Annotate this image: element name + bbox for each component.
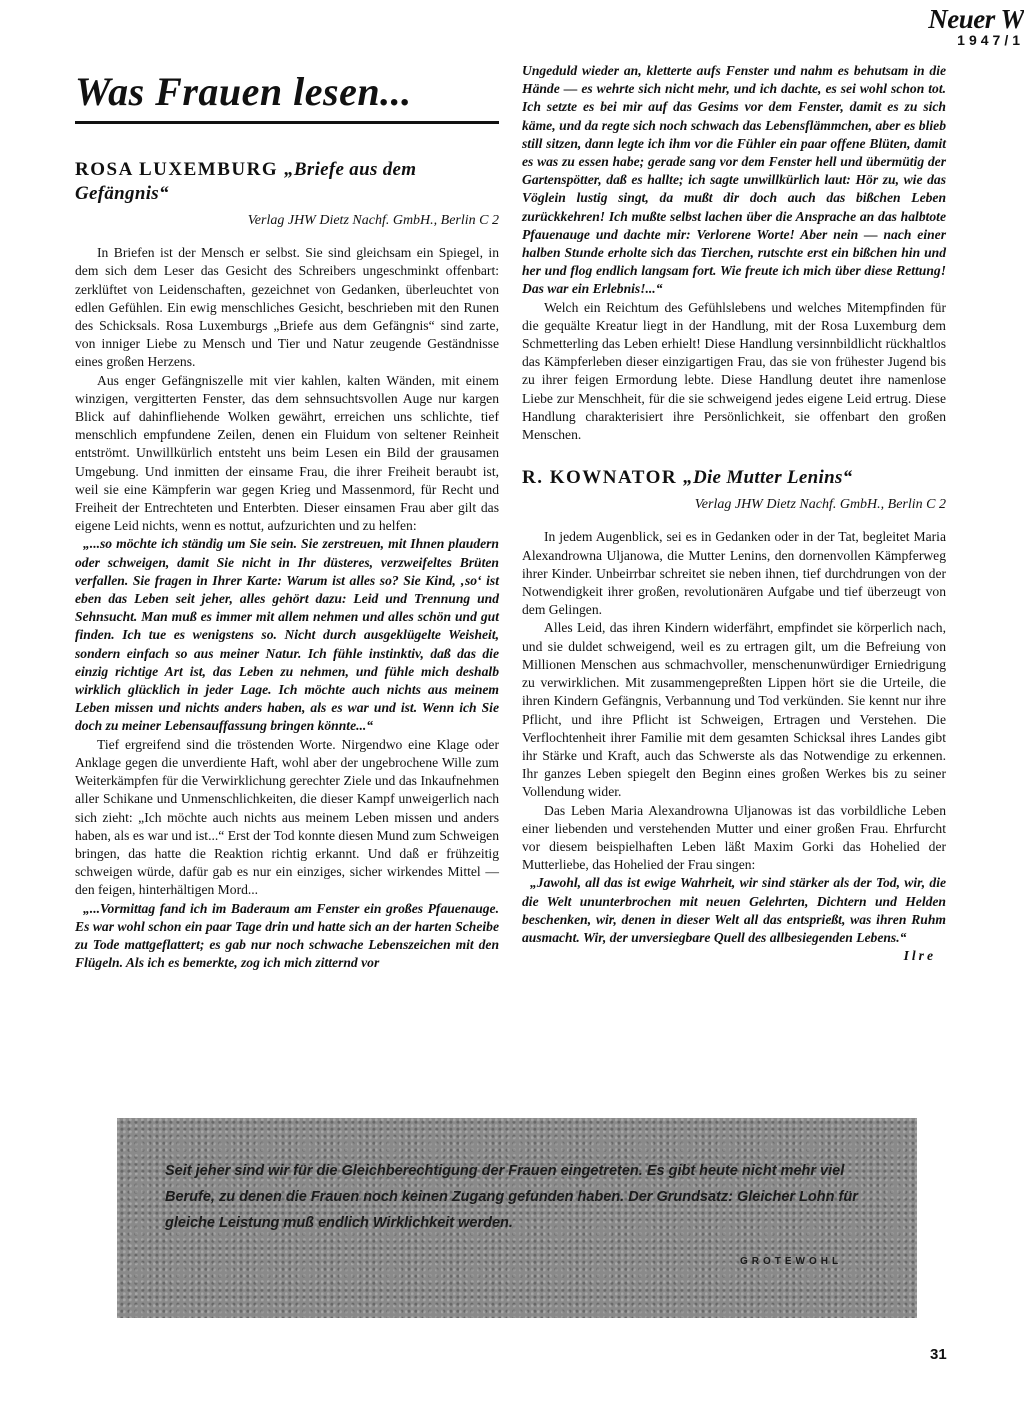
masthead-issue: 1947/1 bbox=[957, 32, 1024, 48]
article1-paragraph: Tief ergreifend sind die tröstenden Worte. Nirgendwo eine Klage oder Anklage gegen die unverdiente Haft, wohl aber der ungebrochene Wille zum Weiterkämpfen für die Verwirklichung gerechter Ziele und das Inkaufnehmen aller Schikane und Unmenschlichkeiten, die dieser Kampf unweigerlich nach sich zieht: „Ich möchte auch nichts aus meinem Leben missen und anders haben, als es war und ist...“ Erst der Tod konnte diesen Mund zum Schweigen bringen, das hatte die Reaktion richtig erkannt. Und daß er frühzeitig schweigen würde, dafür gab es nur ein einziges, sicher wirkendes Mittel — den feigen, hinterhältigen Mord... bbox=[75, 736, 499, 898]
article1-paragraph: Aus enger Gefängniszelle mit vier kahlen, kalten Wänden, mit einem winzigen, vergitterten Fenster, das dem sehnsuchtsvollen Auge nur kargen Blick auf dahinfliehende Wolken gewährt, erreichen uns schlichte, tief menschlich empfundene Zeilen, denen ein Fluidum von seltener Reinheit entströmt. Unwillkürlich entsteht uns beim Lesen ein Bild der grausamen Umgebung. Und inmitten der einsame Frau, die ihrer Freiheit beraubt ist, weil sie eine Kämpferin war gegen Krieg und Massenmord, für Recht und Freiheit der Entrechteten und Enterbten. Dieser einsamen Frau aber gilt das eigene Leid nichts, wenn es nottut, aufzurichten und zu helfen: bbox=[75, 372, 499, 534]
callout-text: Seit jeher sind wir für die Gleichberechtigung der Frauen eingetreten. Es gibt heute nicht mehr viel Berufe, zu denen die Frauen noch keinen Zugang gefunden haben. Der Grundsatz: Gleicher Lohn für gleiche Leistung muß endlich Wirklichkeit werden. bbox=[165, 1163, 858, 1231]
article1-author: ROSA LUXEMBURG bbox=[75, 159, 279, 180]
article2-paragraph: In jedem Augenblick, sei es in Gedanken oder in der Tat, begleitet Maria Alexandrowna Uljanowa, die Mutter Lenins, den dornenvollen Kämpferweg ihrer Kinder. Unbeirrbar schreitet sie neben ihnen, tief durchdrungen von der Notwendigkeit ihrer großen, revolutionären Aufgabe und tief überzeugt von dem Gelingen. bbox=[522, 529, 946, 618]
right-column bbox=[522, 62, 946, 965]
article2-quote: „Jawohl, all das ist ewige Wahrheit, wir sind stärker als der Tod, wir, die die Welt ununterbrochen mit neuen Gelehrten, Dichtern und Helden beschenken, wir, denen in dieser Welt all das entsprießt, was ihren Ruhm ausmacht. Wir, der unversiegbare Quell des allbesiegenden Lebens.“ bbox=[522, 875, 946, 945]
article2-title: „Die Mutter Lenins“ bbox=[683, 467, 853, 489]
article1-quote: „...so möchte ich ständig um Sie sein. Sie zerstreuen, mit Ihnen plaudern oder schweigen, damit Sie nicht in Ihr düsteres, verzweifeltes Brüten verfallen. Sie fragen in Ihrer Karte: Warum ist alles so? Sie Kind, ‚so‘ ist eben das Leben seit jeher, alles gehört dazu: Leid und Trennung und Sehnsucht. Man muß es immer mit allem nehmen und alles schön und gut finden. Ich tue es wenigstens so. Nicht durch ausgeklügelte Weisheit, sondern einfach so aus meiner Natur. Ich fühle instinktiv, daß das die einzig richtige Art ist, das Leben zu nehmen, und fühle mich deshalb wirklich glücklich in jeder Lage. Ich möchte auch nichts aus meinem Leben missen und nichts anders haben, als es war und ist. Wenn ich Sie doch zu meiner Lebensauffassung bringen könnte...“ bbox=[75, 536, 499, 734]
article1-heading bbox=[75, 158, 499, 206]
page-number: 31 bbox=[930, 1346, 947, 1363]
article1-quote: „...Vormittag fand ich im Baderaum am Fenster ein großes Pfauenauge. Es war wohl schon ein paar Tage drin und hatte sich an der harten Scheibe zu Tode mattgeflattert; es gab nur noch schwache Lebenszeichen mit den Flügeln. Als ich es bemerkte, zog ich mich zitternd vor bbox=[75, 900, 499, 971]
section-title: Was Frauen lesen... bbox=[75, 69, 412, 114]
article1-title: „Briefe aus dem Gefängnis“ bbox=[75, 159, 417, 204]
article1-paragraph: Welch ein Reichtum des Gefühlslebens und welches Mitempfinden für die gequälte Kreatur liegt in der Handlung, mit der Rosa Luxemburg dem Schmetterling das Leben erhielt! Diese Handlung versinnbildlicht rückhaltlos das Kämpferleben dieser einzigartigen Frau, das sie von frühester Jugend bis zu ihrer feigen Ermordung lebte. Diese Handlung deutet ihre namenlose Liebe zur Menschheit, für die sie schweigend jedes eigene Leid ertrug. Diese Handlung charakterisiert ihre Persönlichkeit, sie offenbart den großen Menschen. bbox=[522, 299, 946, 443]
article1-paragraph: In Briefen ist der Mensch er selbst. Sie sind gleichsam ein Spiegel, in dem sich dem Leser das Gesicht des Schreibers ungeschminkt offenbart: zerklüftet von Leidenschaften, gezeichnet von Gedanken, überleuchtet von edlen Gefühlen. Ein ewig menschliches Gesicht, beschrieben mit den Runen des Schicksals. Rosa Luxemburgs „Briefe aus dem Gefängnis“ sind zarte, von inniger Liebe zu Mensch und Tier und Natur zeugende Geständnisse eines großen Herzens. bbox=[75, 245, 499, 370]
article1-publisher: Verlag JHW Dietz Nachf. GmbH., Berlin C 2 bbox=[247, 213, 499, 228]
title-rule bbox=[75, 121, 499, 124]
article2-signature: Ilre bbox=[903, 948, 936, 964]
article2-publisher: Verlag JHW Dietz Nachf. GmbH., Berlin C 2 bbox=[694, 497, 946, 513]
article2-heading bbox=[522, 466, 946, 490]
article1-quote-continued: Ungeduld wieder an, kletterte aufs Fenster und nahm es behutsam in die Hände — es wehrte sich nicht mehr, und ich dachte, es sei wohl schon tot. Ich setzte es bei mir auf das Gesims vor dem Fenster, damit es zu sich käme, und da regte sich noch schwach das Lebensflämmchen, aber es blieb still sitzen, dann legte ich ihm vor die Fühler ein paar offene Blüten, damit es was zu essen habe; gerade sang vor dem Fenster hell und übermütig der Gartenspötter, daß es hallte; ich sagte unwillkürlich laut: Hör zu, wie das Vöglein lustig singt, da mußt dir doch auch das bißchen Leben zurückkehren! Ich mußte selbst lachen über die Ansprache an das halbtote Pfauenauge und dachte mir: Verlorene Worte! Aber nein — nach einer halben Stunde erholte sich das Tierchen, rutschte erst ein bißchen hin und her und flog endlich langsam fort. Wie freute ich mich über diese Rettung! Das war ein Erlebnis!...“ bbox=[522, 63, 946, 297]
masthead bbox=[928, 4, 1024, 48]
article2-paragraph: Alles Leid, das ihren Kindern widerfährt, empfindet sie körperlich nach, und sie duldet schweigend, weil es zu ertragen gilt, um die Befreiung von Millionen Menschen aus schmachvoller, menschenunwürdiger Erniedrigung zu verwirklichen. Mit zusammengepreßten Lippen hört sie die Urteile, die ihren Kindern Gefängnis, Verbannung und Tod verkünden. Sie kennt nur ihre Pflicht, und ihre Pflicht ist Schweigen, Ertragen und Verstehen. Die Verflochtenheit ihrer Familie mit dem gesamten Schicksal ihres Landes gibt ihr Stärke und Kraft, auch das Schwerste als das Notwendige zu erkennen. Ihr ganzes Leben spiegelt den Beginn eines großen Werkes bis zu seiner Vollendung wider. bbox=[522, 620, 946, 800]
masthead-name: Neuer W bbox=[928, 4, 1024, 34]
callout-signature: GROTEWOHL bbox=[740, 1256, 843, 1267]
article2-author: R. KOWNATOR bbox=[522, 467, 678, 489]
left-column bbox=[75, 158, 499, 972]
article2-paragraph: Das Leben Maria Alexandrowna Uljanowas ist das vorbildliche Leben einer liebenden und verstehenden Mutter und einer großen Frau. Ehrfurcht vor diesem beispielhaften Leben läßt Maxim Gorki das Hohelied der Mutterliebe, das Hohelied der Frau singen: bbox=[522, 802, 946, 873]
